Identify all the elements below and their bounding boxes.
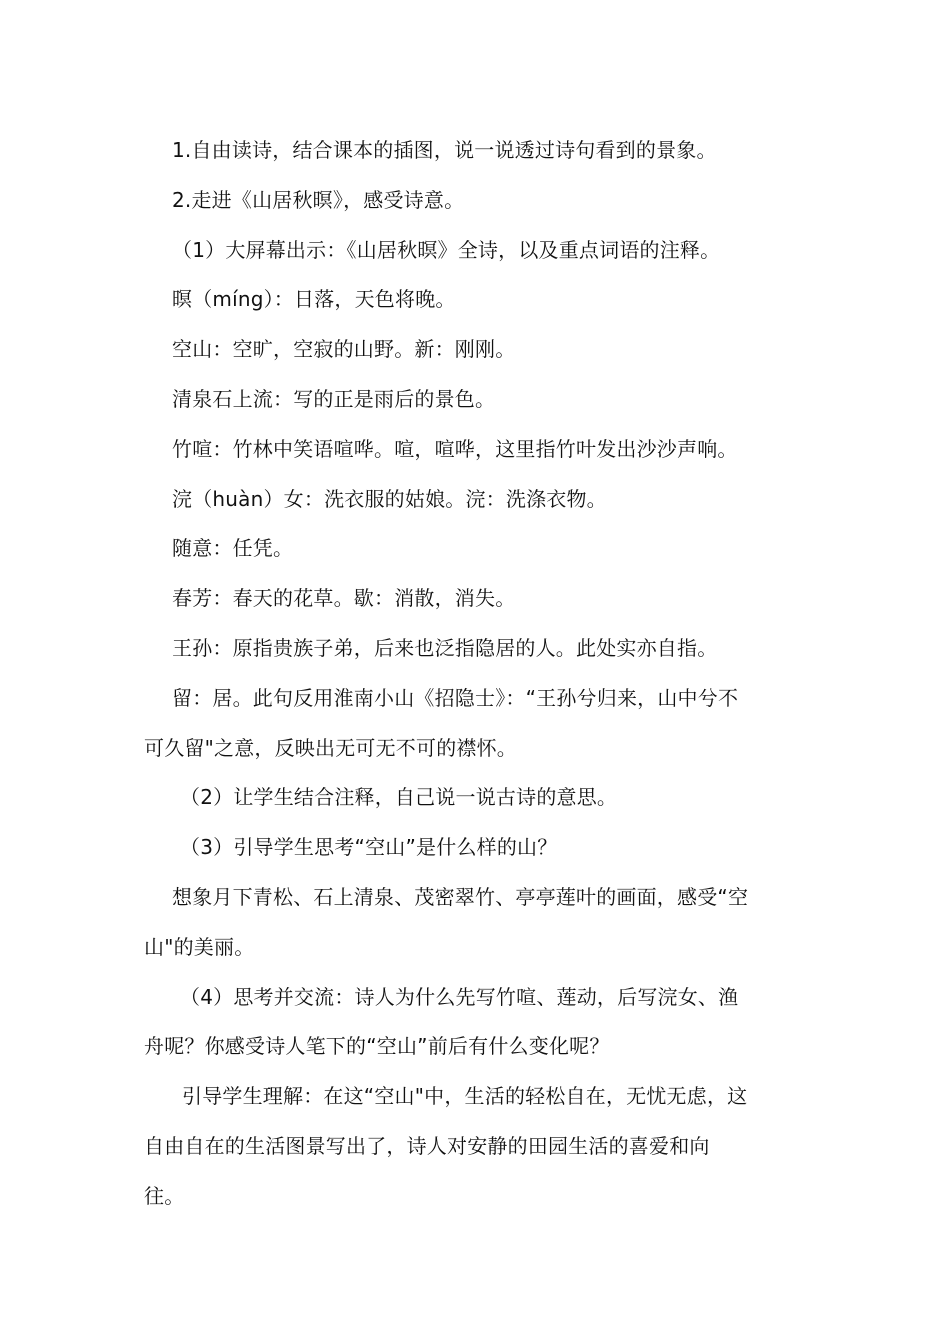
paragraph-substep-4-line-2: 舟呢？你感受诗人笔下的“空山”前后有什么变化呢？ xyxy=(144,1034,610,1059)
paragraph-guide-line-1: 引导学生理解：在这“空山"中，生活的轻松自在，无忧无虑，这 xyxy=(182,1084,748,1109)
paragraph-substep-4-line-1: （4）思考并交流：诗人为什么先写竹喧、莲动，后写浣女、渔 xyxy=(180,984,739,1009)
annotation-chunfang: 春芳：春天的花草。歇：消散，消失。 xyxy=(172,586,516,611)
annotation-liu-line-1: 留：居。此句反用淮南小山《招隐士》：“王孙兮归来，山中兮不 xyxy=(172,685,739,710)
paragraph-guide-line-3: 往。 xyxy=(144,1183,185,1208)
annotation-huannv: 浣（huàn）女：洗衣服的姑娘。浣：洗涤衣物。 xyxy=(172,486,607,511)
paragraph-step-1: 1.自由读诗，结合课本的插图，说一说透过诗句看到的景象。 xyxy=(172,138,717,162)
paragraph-substep-2: （2）让学生结合注释，自己说一说古诗的意思。 xyxy=(180,785,618,810)
paragraph-imagine-line-1: 想象月下青松、石上清泉、茂密翠竹、亭亭莲叶的画面，感受“空 xyxy=(172,884,749,909)
annotation-zhuxuan: 竹喧：竹林中笑语喧哗。喧，喧哗，这里指竹叶发出沙沙声响。 xyxy=(172,436,738,461)
paragraph-substep-3: （3）引导学生思考“空山”是什么样的山？ xyxy=(180,835,558,860)
paragraph-step-2: 2.走进《山居秋暝》，感受诗意。 xyxy=(172,187,465,212)
paragraph-guide-line-2: 自由自在的生活图景写出了，诗人对安静的田园生活的喜爱和向 xyxy=(144,1133,710,1158)
document-body xyxy=(144,126,808,1222)
annotation-qingquan: 清泉石上流：写的正是雨后的景色。 xyxy=(172,386,496,411)
annotation-suiyi: 随意：任凭。 xyxy=(172,536,294,561)
paragraph-substep-1: （1）大屏幕出示：《山居秋暝》全诗，以及重点词语的注释。 xyxy=(172,237,721,262)
annotation-kongshan: 空山：空旷，空寂的山野。新：刚刚。 xyxy=(172,337,516,362)
annotation-liu-line-2: 可久留"之意，反映出无可无不可的襟怀。 xyxy=(144,735,517,760)
annotation-wangsun: 王孙：原指贵族子弟，后来也泛指隐居的人。此处实亦自指。 xyxy=(172,635,718,660)
paragraph-imagine-line-2: 山"的美丽。 xyxy=(144,934,255,959)
annotation-ming: 暝（míng）：日落，天色将晚。 xyxy=(172,287,456,312)
